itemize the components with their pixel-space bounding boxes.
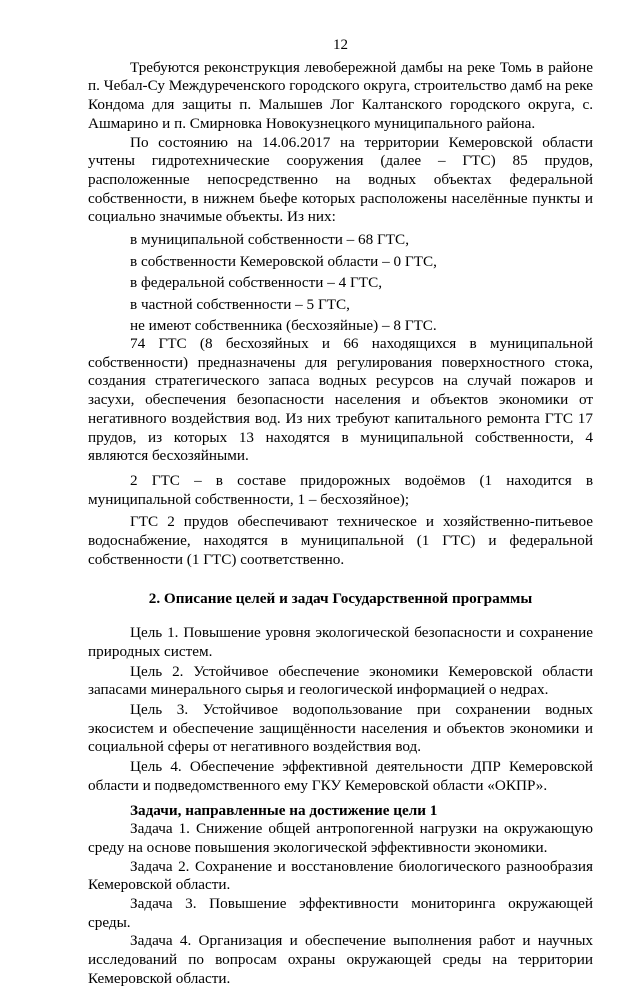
goal-4: Цель 4. Обеспечение эффективной деятельности ДПР Кемеровской области и подведомственного ему ГКУ Кемеровской области «ОКПР». bbox=[88, 758, 593, 794]
list-item-regional: в собственности Кемеровской области – 0 ГТС, bbox=[130, 252, 437, 270]
task-4: Задача 4. Организация и обеспечение выполнения работ и научных исследований по вопросам охраны окружающей среды на территории Кемеровской области. bbox=[88, 932, 593, 987]
task-2: Задача 2. Сохранение и восстановление биологического разнообразия Кемеровской области. bbox=[88, 857, 593, 894]
document-page bbox=[88, 36, 593, 989]
list-item-private: в частной собственности – 5 ГТС, bbox=[130, 295, 350, 313]
task-3: Задача 3. Повышение эффективности мониторинга окружающей среды. bbox=[88, 895, 593, 931]
ownership-list bbox=[88, 230, 593, 335]
list-item-ownerless: не имеют собственника (бесхозяйные) – 8 ГТС. bbox=[130, 317, 437, 335]
paragraph-hydro-structures: По состоянию на 14.06.2017 на территории Кемеровской области учтены гидротехнические сооружения (далее – ГТС) 85 прудов, расположенные непосредственно на водных объектах федеральной собственности, в нижнем бьефе которых расположены населённые пункты и социально значимые объекты. Из них: bbox=[88, 133, 593, 226]
paragraph-2-ponds-water-supply: ГТС 2 прудов обеспечивают техническое и хозяйственно-питьевое водоснабжение, находятся в муниципальной (1 ГТС) и федеральной собственности (1 ГТС) соответственно. bbox=[88, 513, 593, 568]
goal-2: Цель 2. Устойчивое обеспечение экономики Кемеровской области запасами минерального сырья и геологической информацией о недрах. bbox=[88, 662, 593, 699]
tasks-heading: Задачи, направленные на достижение цели 1 bbox=[130, 801, 438, 819]
paragraph-74-gts: 74 ГТС (8 бесхозяйных и 66 находящихся в муниципальной собственности) предназначены для регулирования поверхностного стока, создания стратегического запаса водных ресурсов на случай пожаров и засухи, обеспечения безопасности населения и объектов экономики от негативного воздействия вод. Из них требуют капитального ремонта ГТС 17 прудов, из которых 13 находятся в муниципальной собственности, 4 являются бесхозяйными. bbox=[88, 335, 593, 465]
list-item-municipal: в муниципальной собственности – 68 ГТС, bbox=[130, 231, 409, 249]
paragraph-dam-reconstruction: Требуются реконструкция левобережной дамбы на реке Томь в районе п. Чебал-Су Междуреченского городского округа, строительство дамб на реке Кондома для защиты п. Малышев Лог Калтанского городского округа, с. Ашмарино и п. Смирновка Новокузнецкого муниципального района. bbox=[88, 58, 593, 132]
page-number: 12 bbox=[333, 37, 348, 53]
task-1: Задача 1. Снижение общей антропогенной нагрузки на окружающую среду на основе повышения экологической эффективности экономики. bbox=[88, 820, 593, 856]
goal-1: Цель 1. Повышение уровня экологической безопасности и сохранение природных систем. bbox=[88, 624, 593, 660]
paragraph-2-gts-roadside: 2 ГТС – в составе придорожных водоёмов (1 находится в муниципальной собственности, 1 – бесхозяйное); bbox=[88, 471, 593, 508]
list-item-federal: в федеральной собственности – 4 ГТС, bbox=[130, 274, 382, 292]
section-heading: 2. Описание целей и задач Государственной программы bbox=[148, 590, 533, 608]
goal-3: Цель 3. Устойчивое водопользование при сохранении водных экосистем и обеспечение защищённости населения и объектов экономики и социальной сферы от негативного воздействия вод. bbox=[88, 700, 593, 756]
